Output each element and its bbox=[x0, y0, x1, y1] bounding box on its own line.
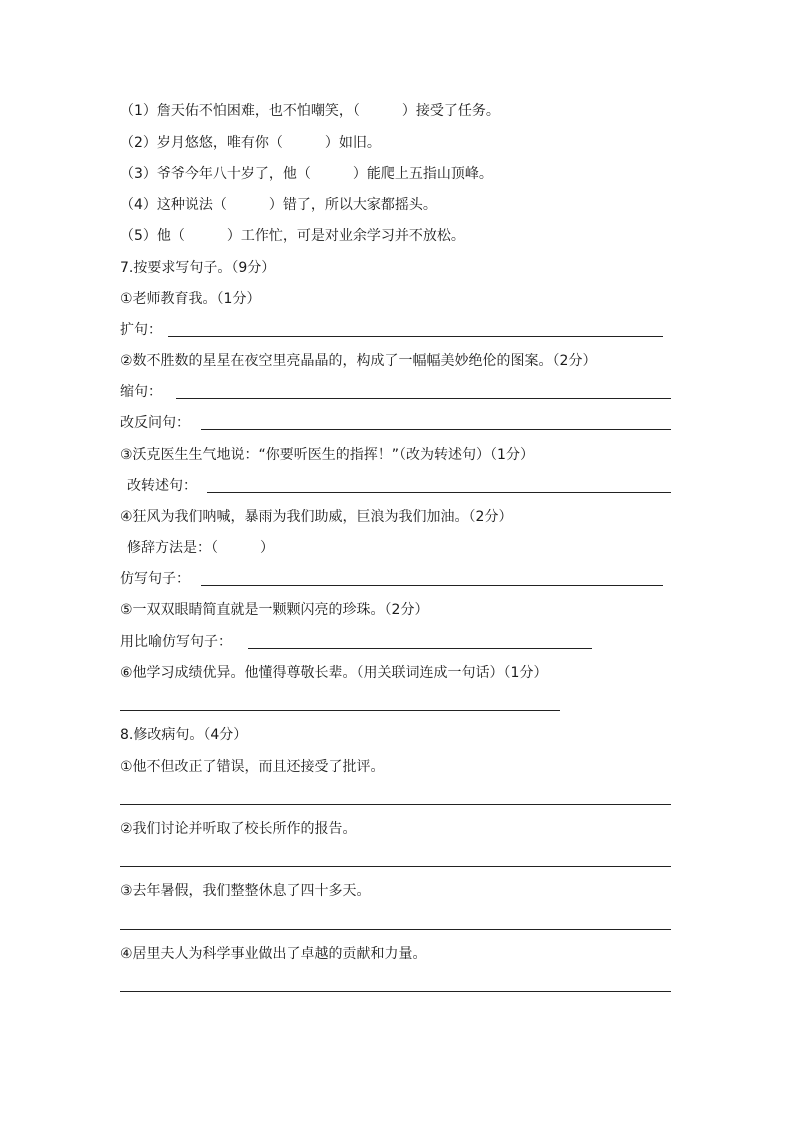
answer-line-correct-4[interactable] bbox=[120, 991, 671, 992]
answer-line-correct-1[interactable] bbox=[120, 804, 671, 805]
q7-s4-label1: 修辞方法是：（ ） bbox=[127, 540, 274, 556]
q7-s2-label2: 改反问句： bbox=[120, 415, 190, 431]
q7-s2-text: ②数不胜数的星星在夜空里亮晶晶的，构成了一幅幅美妙绝伦的图案。（2分） bbox=[120, 353, 597, 369]
q7-s3-text: ③沃克医生生气地说：“你要听医生的指挥！”（改为转述句）（1分） bbox=[120, 447, 534, 463]
q7-s4-label2: 仿写句子： bbox=[120, 571, 190, 587]
answer-line-metaphor[interactable] bbox=[248, 648, 592, 649]
q7-s1-text: ①老师教育我。（1分） bbox=[120, 291, 261, 307]
answer-line-correct-2[interactable] bbox=[120, 866, 671, 867]
answer-line-indirect-speech[interactable] bbox=[207, 492, 671, 493]
q7-s3-label: 改转述句： bbox=[127, 478, 197, 494]
answer-line-rhetorical[interactable] bbox=[201, 429, 671, 430]
q6-item-4: （4）这种说法（ ）错了，所以大家都摇头。 bbox=[120, 197, 437, 213]
q7-s5-text: ⑤一双双眼睛简直就是一颗颗闪亮的珍珠。（2分） bbox=[120, 602, 429, 618]
q8-item-2: ②我们讨论并听取了校长所作的报告。 bbox=[120, 821, 357, 837]
answer-line-correct-3[interactable] bbox=[120, 929, 671, 930]
q7-s1-label: 扩句： bbox=[120, 322, 162, 338]
q8-title: 8.修改病句。（4分） bbox=[120, 727, 248, 743]
answer-line-connect[interactable] bbox=[120, 710, 560, 711]
q6-item-2: （2）岁月悠悠，唯有你（ ）如旧。 bbox=[120, 135, 381, 151]
answer-line-shorten[interactable] bbox=[176, 398, 671, 399]
q7-s5-label: 用比喻仿写句子： bbox=[120, 634, 232, 650]
q7-s4-text: ④狂风为我们呐喊，暴雨为我们助威，巨浪为我们加油。（2分） bbox=[120, 509, 513, 525]
q8-item-1: ①他不但改正了错误，而且还接受了批评。 bbox=[120, 759, 385, 775]
q6-item-1: （1）詹天佑不怕困难，也不怕嘲笑，（ ）接受了任务。 bbox=[120, 103, 500, 119]
q7-s2-label1: 缩句： bbox=[120, 384, 162, 400]
q6-item-5: （5）他（ ）工作忙，可是对业余学习并不放松。 bbox=[120, 228, 465, 244]
q7-s6-text: ⑥他学习成绩优异。他懂得尊敬长辈。（用关联词连成一句话）（1分） bbox=[120, 665, 548, 681]
q8-item-3: ③去年暑假，我们整整休息了四十多天。 bbox=[120, 883, 371, 899]
q6-item-3: （3）爷爷今年八十岁了，他（ ）能爬上五指山顶峰。 bbox=[120, 166, 493, 182]
answer-line-expand[interactable] bbox=[168, 336, 663, 337]
q8-item-4: ④居里夫人为科学事业做出了卓越的贡献和力量。 bbox=[120, 946, 427, 962]
q7-title: 7.按要求写句子。（9分） bbox=[120, 260, 276, 276]
answer-line-imitate[interactable] bbox=[201, 585, 663, 586]
